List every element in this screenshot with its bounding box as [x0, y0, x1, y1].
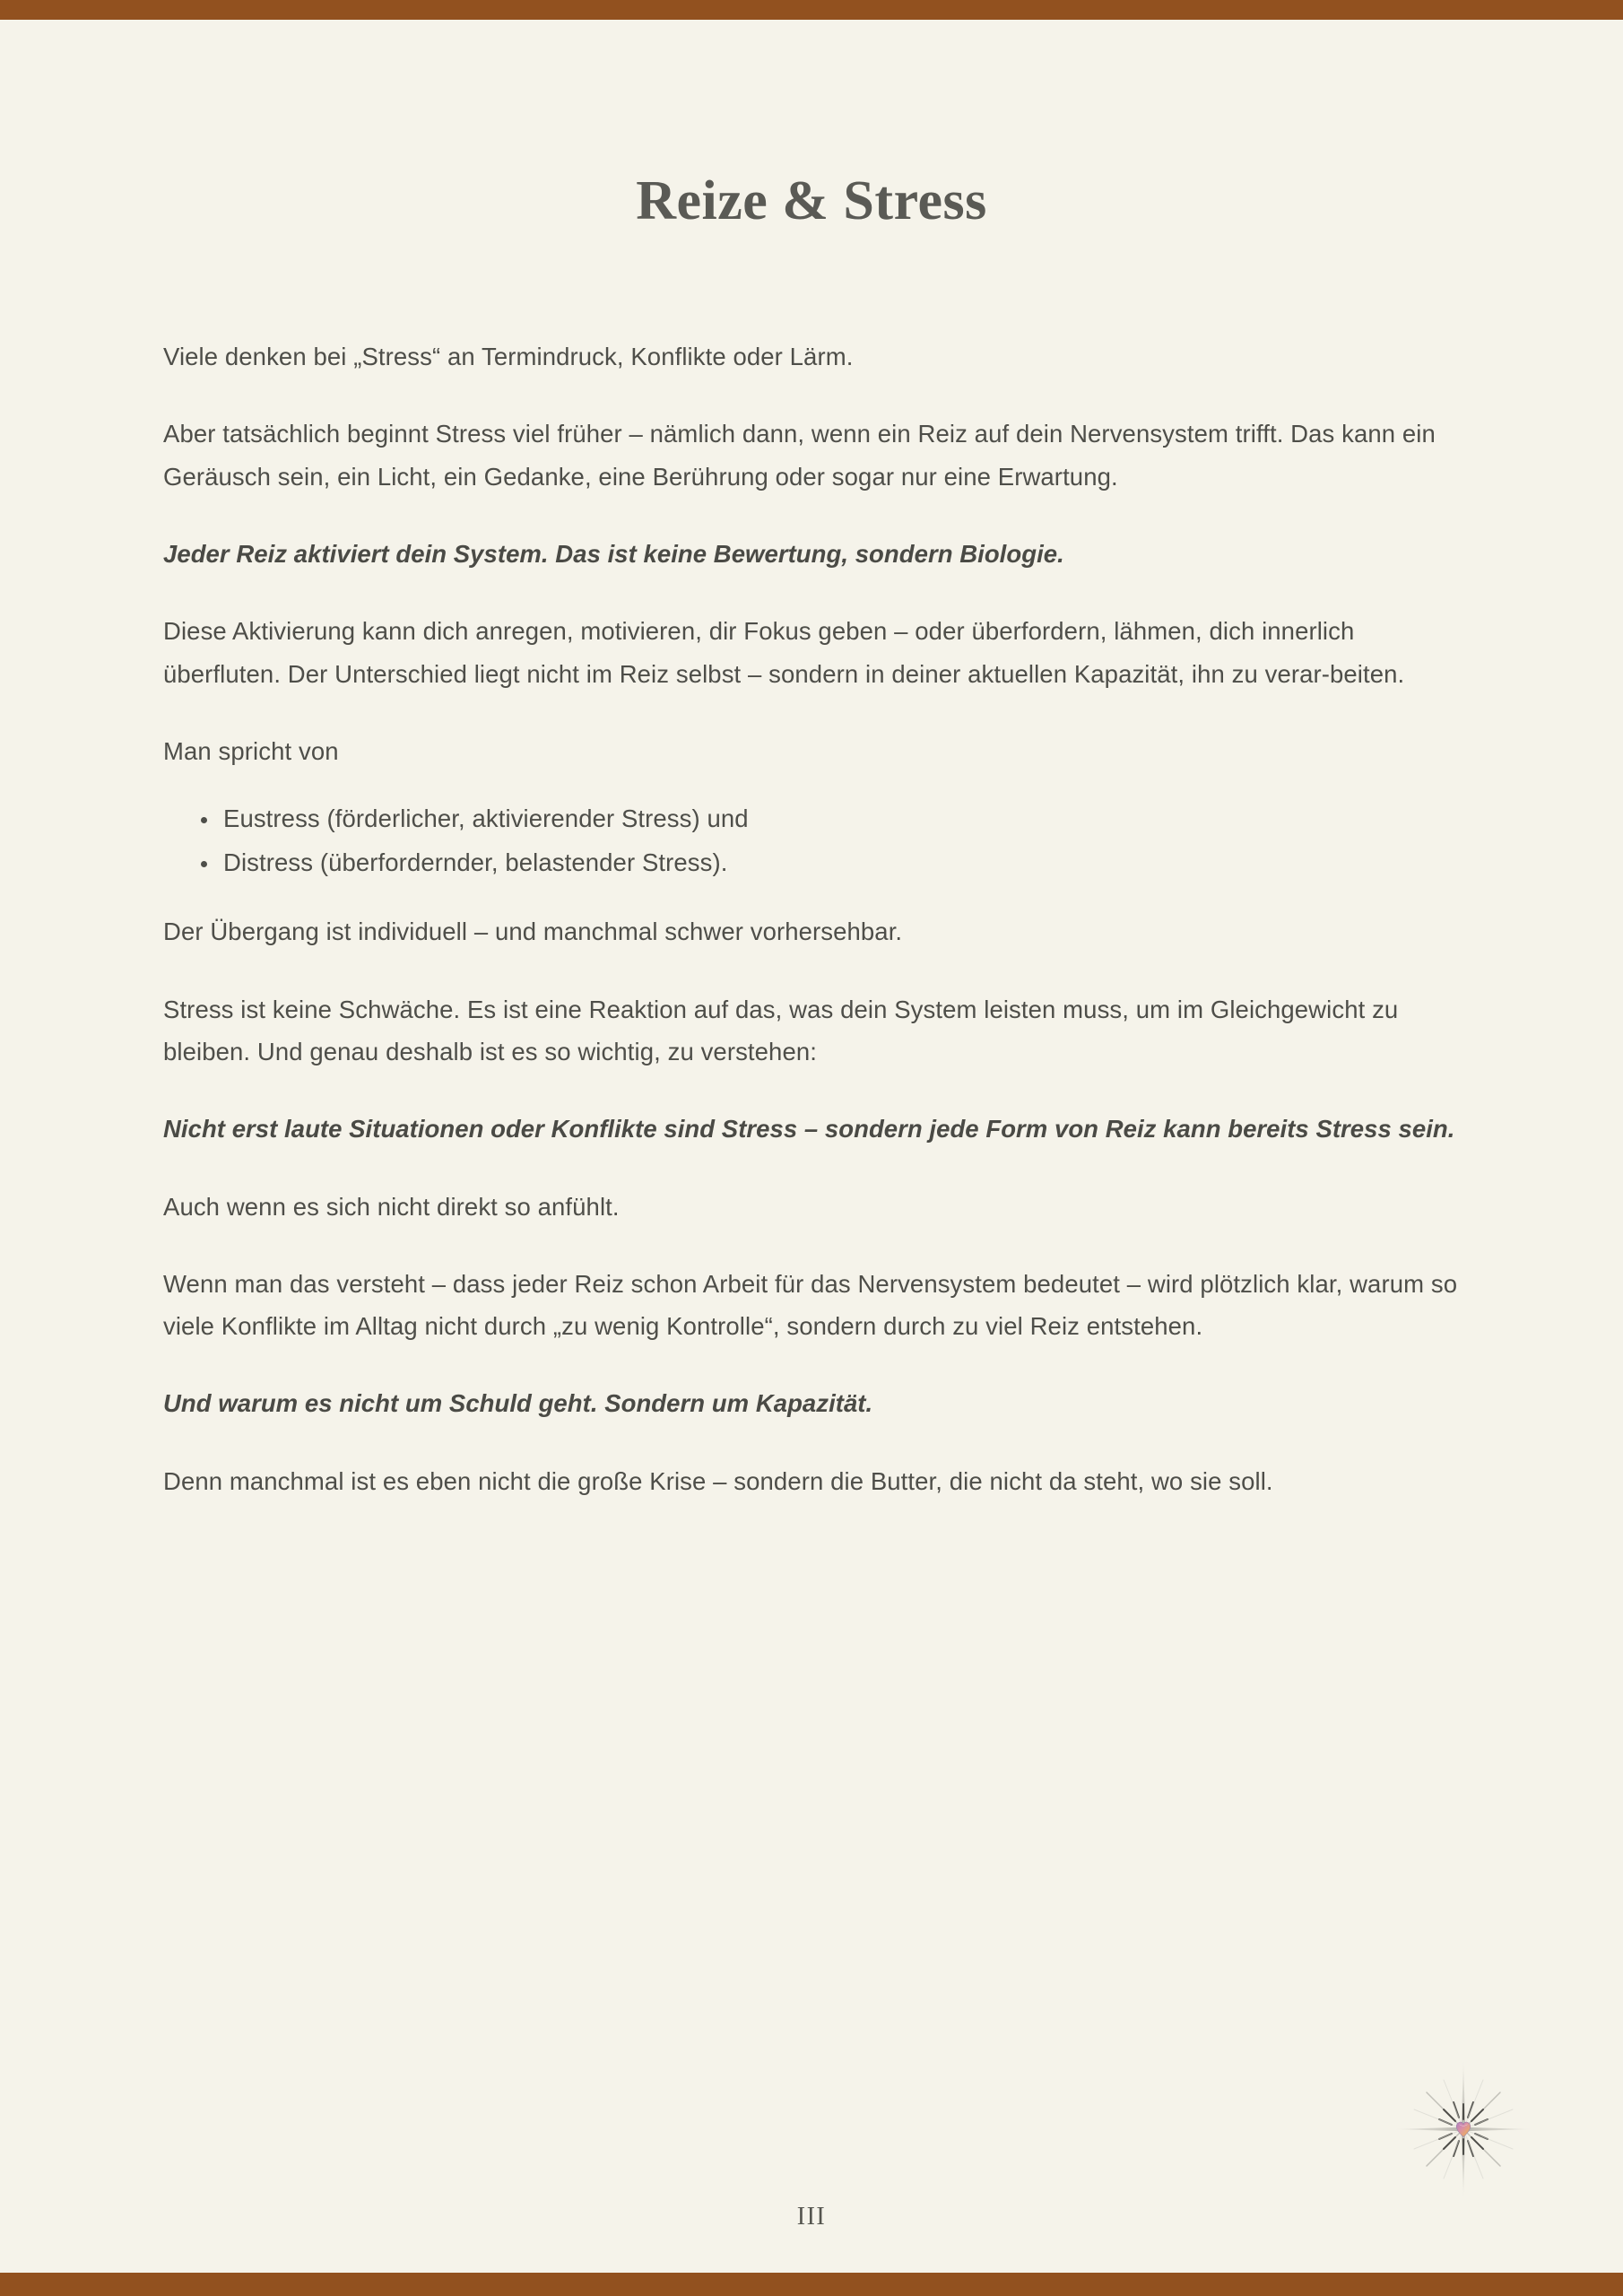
- emphasis-line-2: Nicht erst laute Situationen oder Konflikte sind Stress – sondern jede Form von Reiz kann bereits Stress sein.: [163, 1115, 1455, 1144]
- body-text: [163, 335, 1460, 1502]
- paragraph-8: Denn manchmal ist es eben nicht die große Krise – sondern die Butter, die nicht da steht, wo sie soll.: [163, 1466, 1273, 1495]
- list-item: Distress (überfordernder, belastender Stress).: [195, 843, 1460, 883]
- paragraph-1: Viele denken bei „Stress“ an Termindruck, Konflikte oder Lärm.: [163, 343, 854, 371]
- page-sheet: [0, 20, 1623, 2273]
- paragraph-5: Stress ist keine Schwäche. Es ist eine Reaktion auf das, was dein System leisten muss, um im Gleichgewicht zu bleiben. Und genau deshalb ist es so wichtig, zu verstehen:: [163, 995, 1399, 1065]
- list-intro: Man spricht von: [163, 736, 339, 765]
- page-number: III: [796, 2203, 827, 2231]
- top-border-bar: [0, 0, 1623, 20]
- stress-types-list: [163, 799, 1460, 883]
- paragraph-2: Aber tatsächlich beginnt Stress viel früher – nämlich dann, wenn ein Reiz auf dein Nervensystem trifft. Das kann ein Geräusch sein, ein Licht, ein Gedanke, eine Berührung oder sogar nur eine Erwartung.: [163, 420, 1436, 491]
- page-content: [163, 20, 1460, 1537]
- list-item: Eustress (förderlicher, aktivierender Stress) und: [195, 799, 1460, 839]
- paragraph-4: Der Übergang ist individuell – und manchmal schwer vorhersehbar.: [163, 918, 903, 946]
- starburst-sparkle-icon: [1392, 2057, 1535, 2201]
- bottom-border-bar: [0, 2273, 1623, 2296]
- paragraph-7: Wenn man das versteht – dass jeder Reiz schon Arbeit für das Nervensystem bedeutet – wird plötzlich klar, warum so viele Konflikte im Alltag nicht durch „zu wenig Kontrolle“, sondern durch zu viel Reiz entstehen.: [163, 1269, 1458, 1341]
- emphasis-line-1: Jeder Reiz aktiviert dein System. Das ist keine Bewertung, sondern Biologie.: [163, 540, 1064, 569]
- heart-gem-icon: [1456, 2122, 1470, 2136]
- paragraph-3: Diese Aktivierung kann dich anregen, motivieren, dir Fokus geben – oder überfordern, lähmen, dich innerlich überfluten. Der Unterschied liegt nicht im Reiz selbst – sondern in deiner aktuellen Kapazität, ihn zu verar-beiten.: [163, 617, 1405, 688]
- emphasis-line-3: Und warum es nicht um Schuld geht. Sondern um Kapazität.: [163, 1389, 873, 1418]
- paragraph-6: Auch wenn es sich nicht direkt so anfühlt.: [163, 1192, 620, 1221]
- page-title: Reize & Stress: [636, 170, 987, 231]
